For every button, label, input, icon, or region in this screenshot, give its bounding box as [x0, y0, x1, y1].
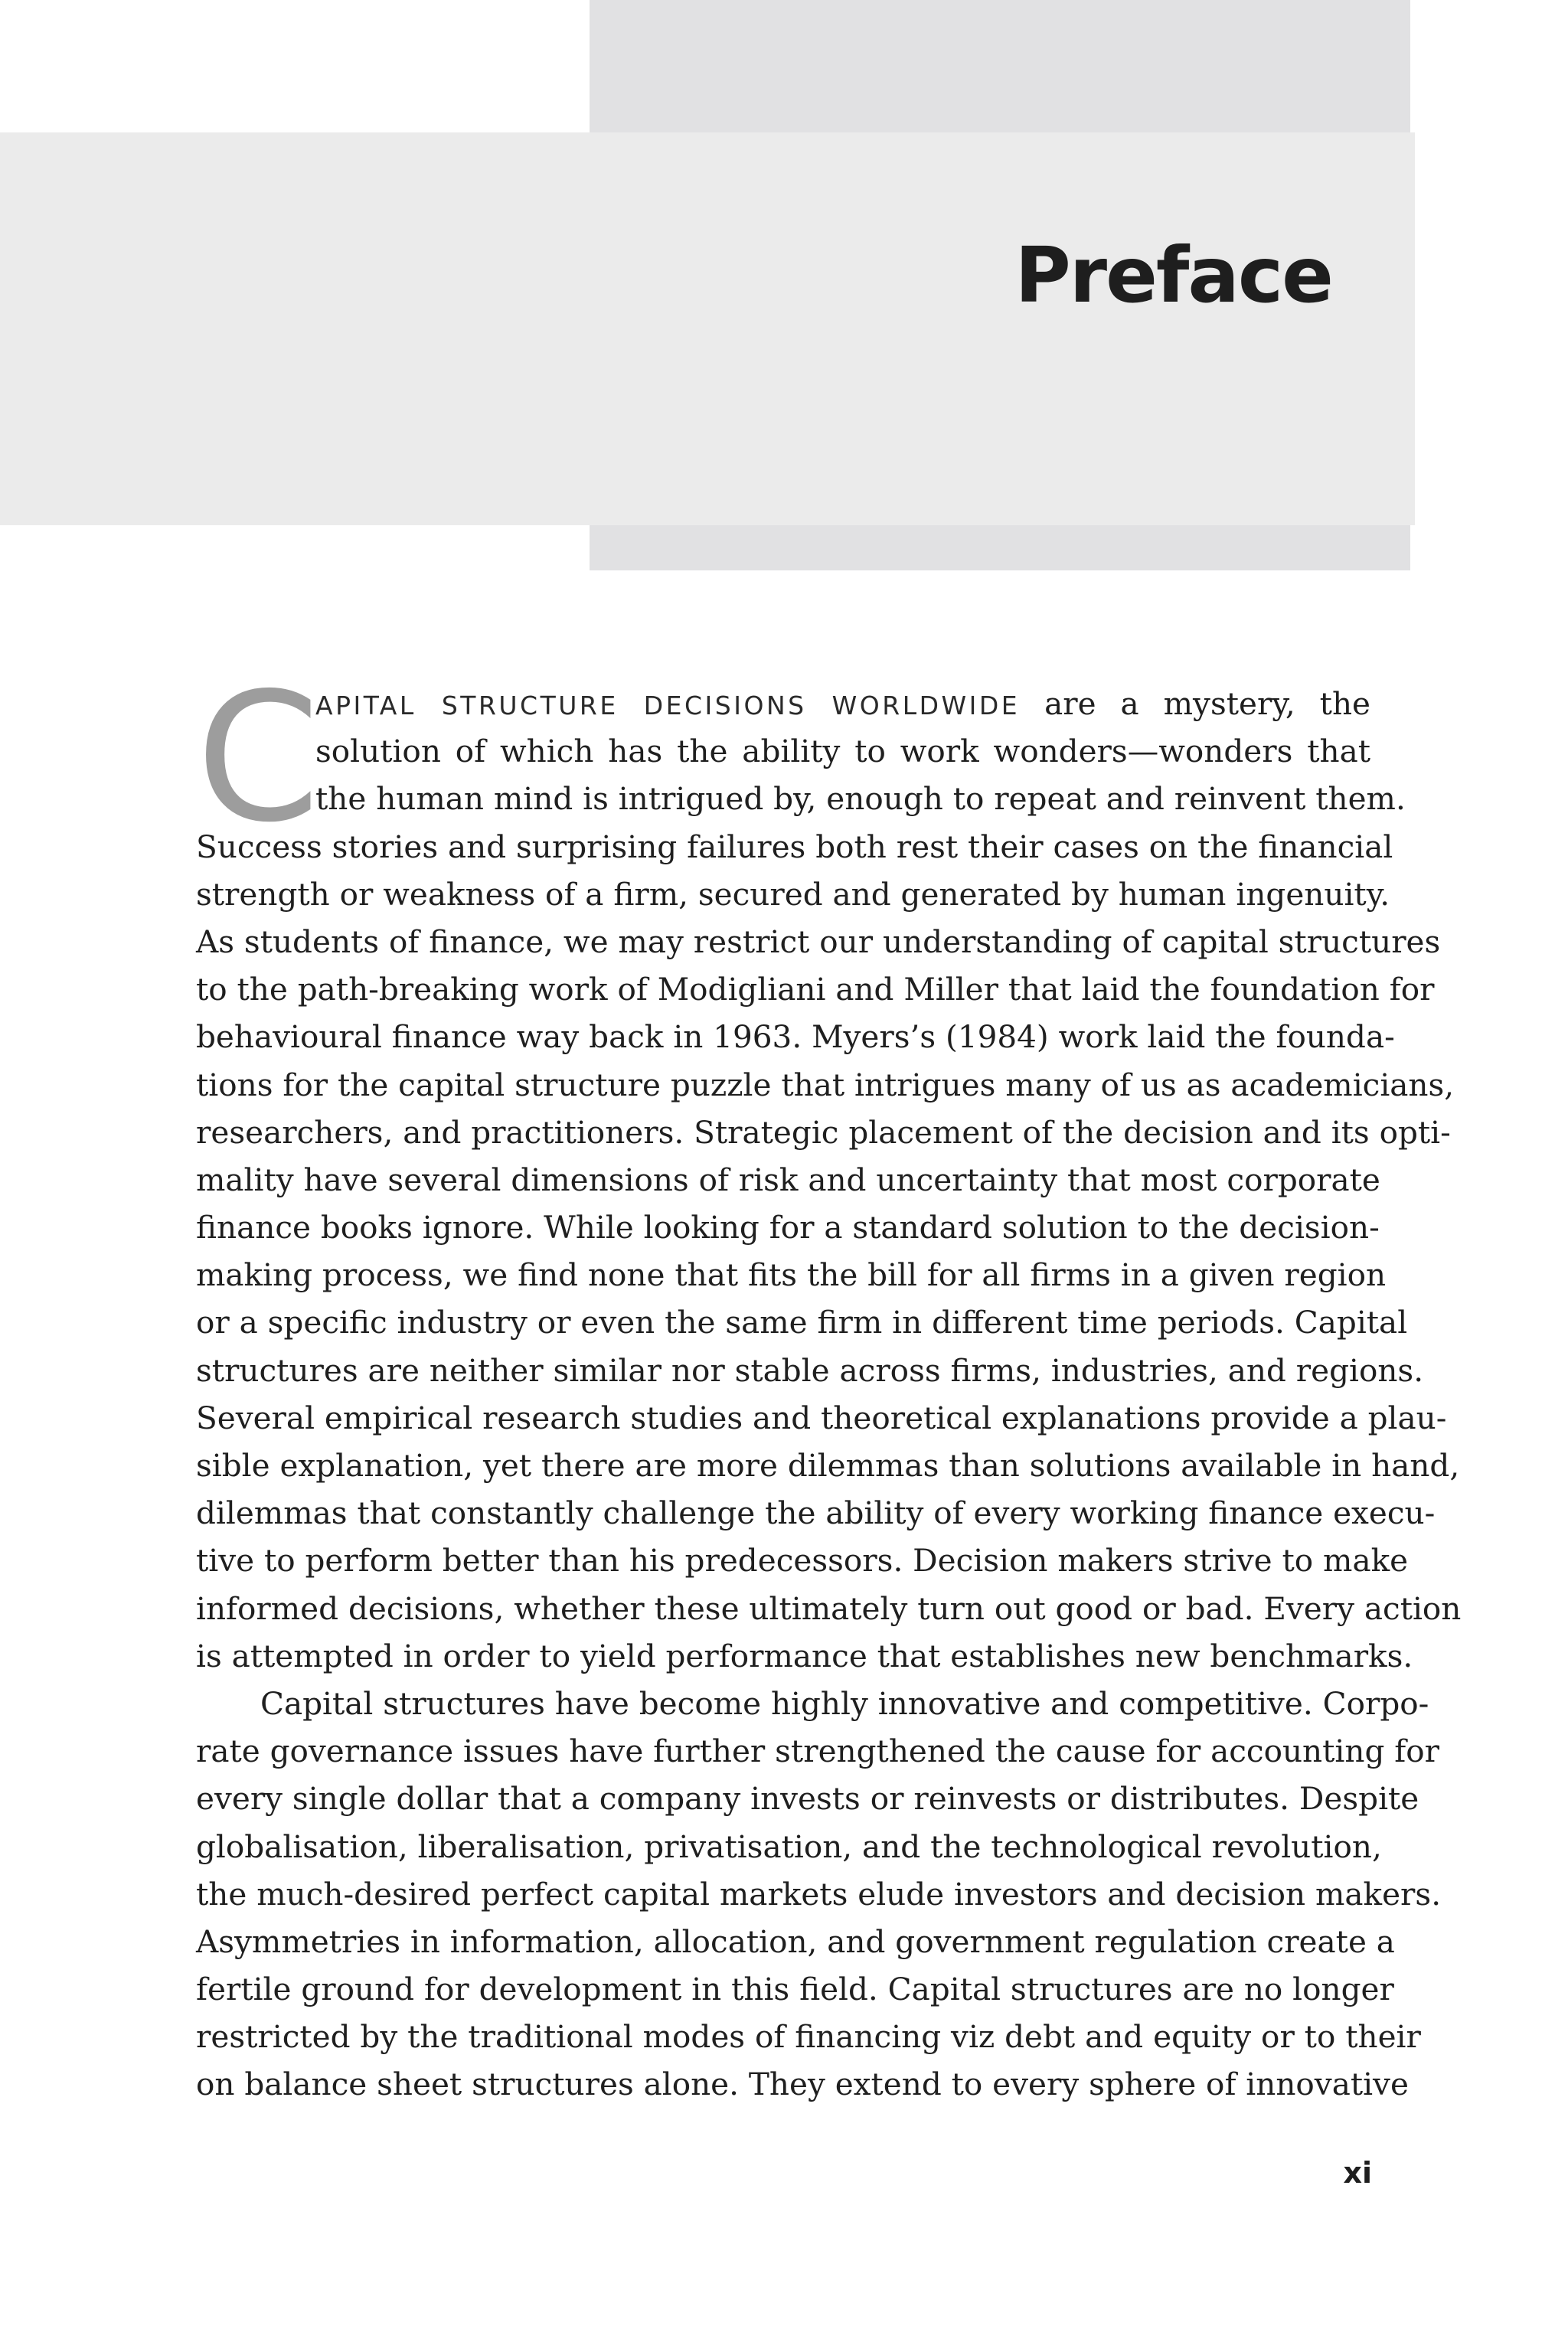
text-line: or a specific industry or even the same firm in different time periods. Capital: [196, 1304, 1408, 1341]
text-line: strength or weakness of a firm, secured and generated by human ingenuity.: [196, 875, 1390, 913]
text-line: is attempted in order to yield performance that establishes new benchmarks.: [196, 1637, 1413, 1674]
text-line: every single dollar that a company invests or reinvests or distributes. Despite: [196, 1780, 1419, 1818]
text-line: fertile ground for development in this field. Capital structures are no longer: [196, 1971, 1394, 2008]
text-line: tive to perform better than his predecessors. Decision makers strive to make: [196, 1542, 1409, 1579]
text-line: As students of finance, we may restrict our understanding of capital structures: [196, 923, 1441, 960]
text-line: the much-desired perfect capital markets elude investors and decision makers.: [196, 1875, 1442, 1913]
chapter-title: Preface: [1014, 230, 1332, 320]
text-line: sible explanation, yet there are more dilemmas than solutions available in hand,: [196, 1447, 1460, 1484]
header-background-block-front: [0, 132, 1415, 525]
preface-body: [196, 655, 1462, 2109]
text-line: mality have several dimensions of risk and uncertainty that most corporate: [196, 1161, 1380, 1198]
text-line: finance books ignore. While looking for a standard solution to the decision-: [196, 1209, 1380, 1246]
text-line: to the path-breaking work of Modigliani and Miller that laid the foundation for: [196, 971, 1435, 1008]
text-line: Asymmetries in information, allocation, and government regulation create a: [196, 1922, 1395, 1960]
page-number: xi: [1343, 2156, 1372, 2190]
text-run: are a mystery, the: [1020, 685, 1370, 722]
text-line: behavioural finance way back in 1963. Myers’s (1984) work laid the founda-: [196, 1018, 1395, 1056]
paragraph-1: [196, 680, 1462, 1680]
drop-cap: C: [196, 655, 320, 861]
text-line: making process, we find none that fits the bill for all firms in a given region: [196, 1256, 1387, 1294]
lead-in-small-caps: APITAL STRUCTURE DECISIONS WORLDWIDE: [315, 691, 1021, 720]
text-line: rate governance issues have further strengthened the cause for accounting for: [196, 1733, 1439, 1770]
paragraph-2: [196, 1680, 1442, 2109]
text-line: dilemmas that constantly challenge the ability of every working finance execu-: [196, 1494, 1436, 1532]
text-line: the human mind is intrigued by, enough to repeat and reinvent them.: [315, 780, 1406, 818]
text-line: [196, 680, 1370, 727]
text-line: informed decisions, whether these ultimately turn out good or bad. Every action: [196, 1589, 1462, 1627]
text-line: Several empirical research studies and theoretical explanations provide a plau-: [196, 1399, 1447, 1436]
text-line: Capital structures have become highly innovative and competitive. Corpo-: [260, 1684, 1429, 1722]
text-line: globalisation, liberalisation, privatisation, and the technological revolution,: [196, 1828, 1382, 1865]
text-line: on balance sheet structures alone. They extend to every sphere of innovative: [196, 2066, 1409, 2103]
text-line: solution of which has the ability to work wonders—wonders that: [315, 733, 1370, 770]
text-line: Success stories and surprising failures both rest their cases on the financial: [196, 828, 1393, 865]
text-line: researchers, and practitioners. Strategic placement of the decision and its opti-: [196, 1113, 1451, 1151]
text-line: restricted by the traditional modes of financing viz debt and equity or to their: [196, 2018, 1421, 2056]
text-line: tions for the capital structure puzzle that intrigues many of us as academicians,: [196, 1066, 1455, 1103]
text-line: structures are neither similar nor stable across firms, industries, and regions.: [196, 1351, 1424, 1389]
